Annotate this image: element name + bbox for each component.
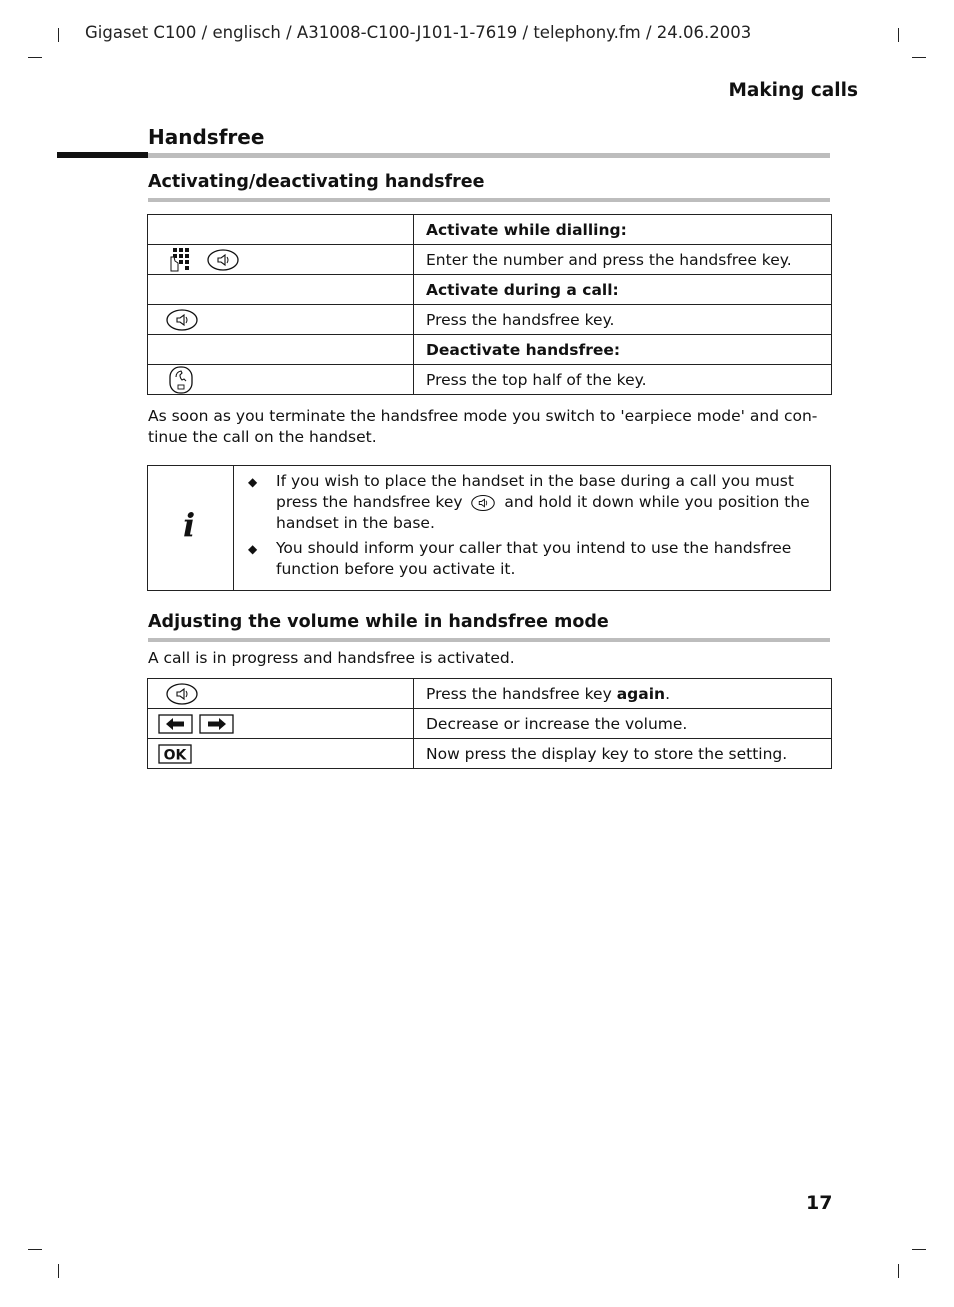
handsfree-key-icon (206, 248, 240, 272)
section-rule-black (57, 152, 148, 158)
step-text-bold: again (616, 684, 666, 703)
left-arrow-key-icon (158, 714, 193, 734)
key-cell (148, 275, 414, 305)
bullet-diamond: ◆ (248, 542, 258, 556)
info-icon-column (148, 466, 234, 590)
subsection-title-adjusting: Adjusting the volume while in handsfree mode (148, 612, 609, 632)
subsection-title-activating: Activating/deactivating handsfree (148, 172, 485, 192)
table-row (148, 245, 832, 275)
crop-mark (898, 28, 899, 42)
right-arrow-key-icon (199, 714, 234, 734)
step-description: Now press the display key to store the setting. (414, 739, 832, 769)
handsfree-key-icon (469, 494, 497, 512)
section-title: Handsfree (148, 125, 265, 149)
running-title: Making calls (728, 80, 858, 101)
key-cell (148, 215, 414, 245)
bullet-line: If you wish to place the handset in the base during a call you must (276, 472, 794, 490)
crop-mark (28, 1249, 42, 1250)
key-cell (148, 305, 414, 335)
key-cell (148, 679, 414, 709)
key-cell (148, 335, 414, 365)
subsection-rule (148, 638, 830, 642)
crop-mark (28, 57, 42, 58)
file-header: Gigaset C100 / englisch / A31008-C100-J101-1-7619 / telephony.fm / 24.06.2003 (85, 23, 752, 42)
crop-mark (898, 1264, 899, 1278)
note-line: As soon as you terminate the handsfree mode you switch to 'earpiece mode' and con- (148, 407, 818, 425)
info-bullet-1 (276, 471, 824, 534)
info-icon: i (183, 506, 196, 544)
crop-mark (58, 1264, 59, 1278)
subsection-rule (148, 198, 830, 202)
key-cell (148, 245, 414, 275)
page-number: 17 (806, 1192, 833, 1214)
step-description: Press the top half of the key. (414, 365, 832, 395)
bullet-diamond: ◆ (248, 475, 258, 489)
step-description: Decrease or increase the volume. (414, 709, 832, 739)
handsfree-note (148, 406, 838, 448)
table-row (148, 335, 832, 365)
ok-label: OK (163, 747, 187, 763)
table-row (148, 365, 832, 395)
note-line: tinue the call on the handset. (148, 428, 377, 446)
crop-mark (58, 28, 59, 42)
key-cell (148, 709, 414, 739)
bullet-line: and hold it down while you position the (504, 493, 810, 511)
step-text: Press the handsfree key (426, 684, 617, 703)
step-description: Press the handsfree key. (414, 305, 832, 335)
info-box (147, 465, 831, 591)
handsfree-key-icon (165, 308, 199, 332)
table-row (148, 739, 832, 769)
crop-mark (912, 57, 926, 58)
bullet-line: press the handsfree key (276, 493, 463, 511)
bullet-line: handset in the base. (276, 514, 435, 532)
step-text: . (665, 684, 671, 703)
step-description: Enter the number and press the handsfree key. (414, 245, 832, 275)
bullet-line: You should inform your caller that you intend to use the handsfree (276, 539, 792, 557)
info-bullet-2 (276, 538, 824, 580)
keypad-icon (167, 247, 193, 273)
adjusting-intro: A call is in progress and handsfree is activated. (148, 649, 515, 667)
step-heading: Activate while dialling: (414, 215, 832, 245)
handsfree-key-icon (165, 682, 199, 706)
table-row (148, 215, 832, 245)
talk-key-icon (168, 366, 194, 394)
key-cell (148, 739, 414, 769)
table-row (148, 305, 832, 335)
bullet-line: function before you activate it. (276, 560, 516, 578)
activation-steps-table (147, 214, 832, 395)
crop-mark (912, 1249, 926, 1250)
key-cell (148, 365, 414, 395)
table-row (148, 709, 832, 739)
volume-steps-table (147, 678, 832, 769)
table-row (148, 275, 832, 305)
step-heading: Activate during a call: (414, 275, 832, 305)
table-row (148, 679, 832, 709)
ok-display-key-icon (158, 744, 192, 764)
step-description (414, 679, 832, 709)
step-heading: Deactivate handsfree: (414, 335, 832, 365)
section-rule-grey (148, 153, 830, 158)
